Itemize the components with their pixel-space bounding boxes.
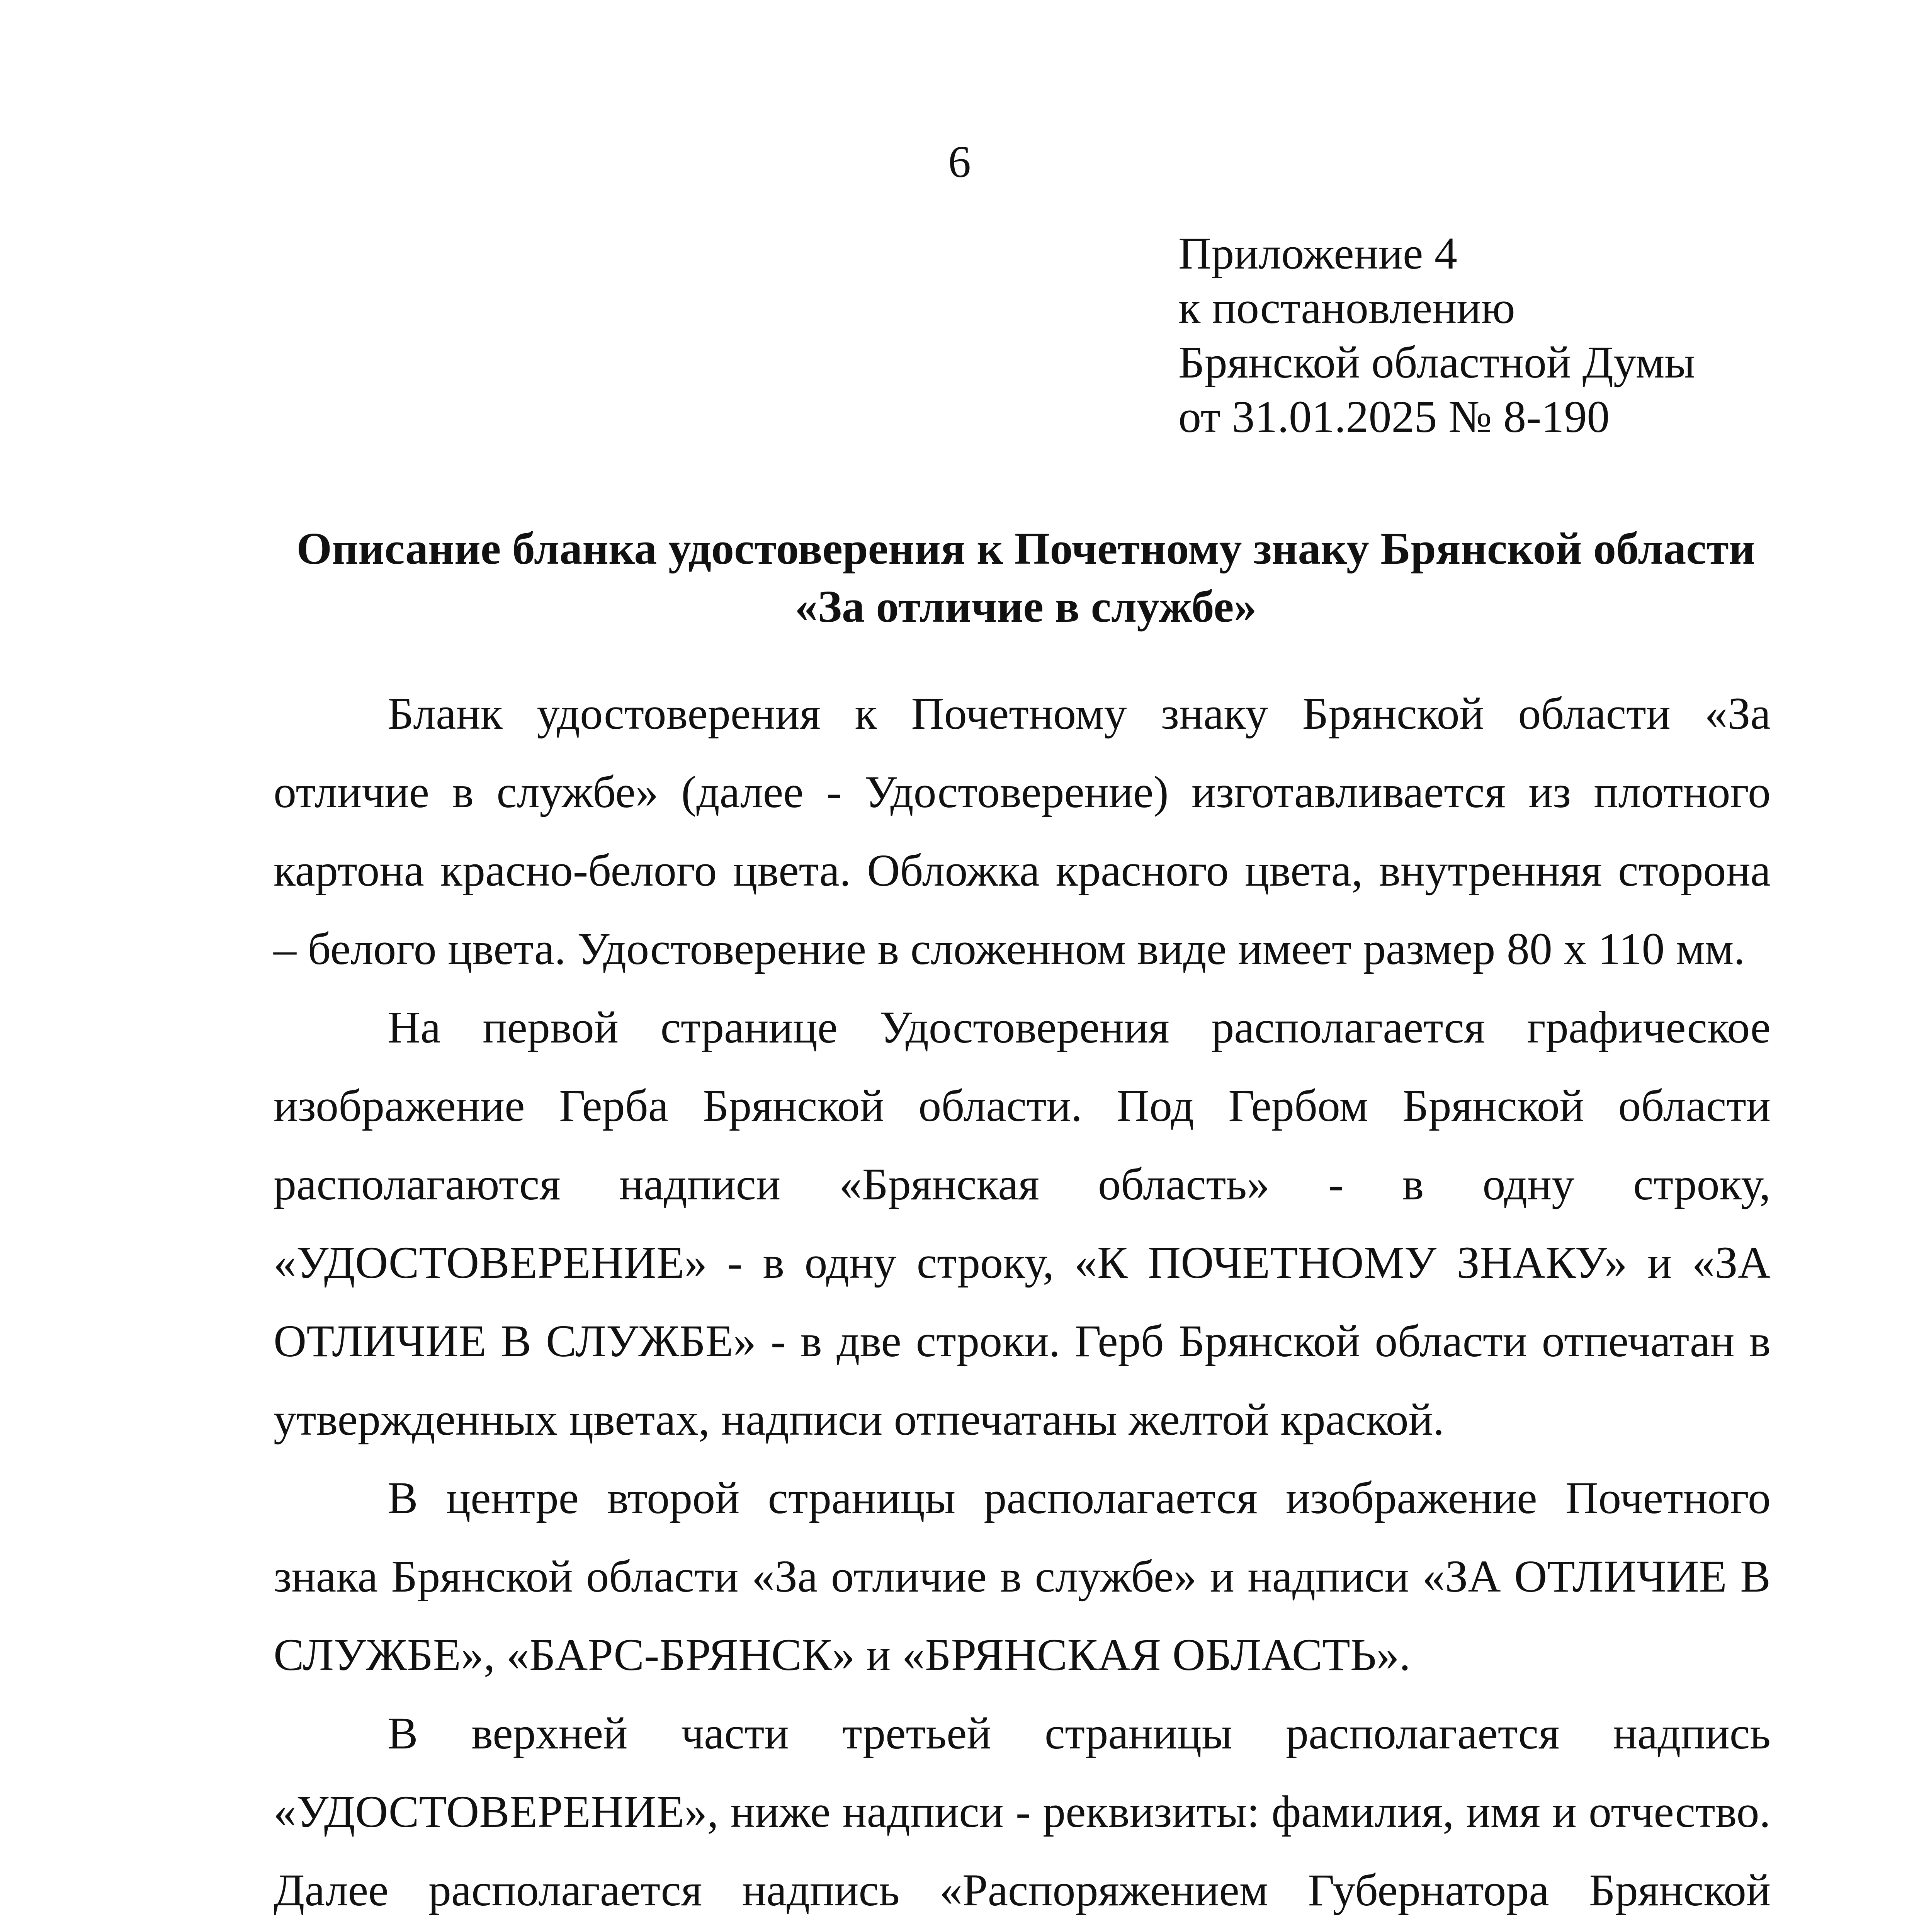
document-title-line-2: «За отличие в службе» [795, 581, 1257, 632]
document-body [274, 674, 1771, 1932]
annex-block [1178, 226, 1695, 444]
document-title-line-1: Описание бланка удостоверения к Почетному знаку Брянской области [296, 523, 1755, 574]
paragraph: Бланк удостоверения к Почетному знаку Брянской области «За отличие в службе» (далее - Удостоверение) изготавливается из плотного картона красно-белого цвета. Обложка красного цвета, внутренняя сторона – белого цвета. Удостоверение в сложенном виде имеет размер 80 х 110 мм. [274, 688, 1771, 974]
paragraph: На первой странице Удостоверения располагается графическое изображение Герба Брянской области. Под Гербом Брянской области располагаются надписи «Брянская область» - в одну строку, «УДОСТОВЕРЕНИЕ» - в одну строку, «К ПОЧЕТНОМУ ЗНАКУ» и «ЗА ОТЛИЧИЕ В СЛУЖБЕ» - в две строки. Герб Брянской области отпечатан в утвержденных цветах, надписи отпечатаны желтой краской. [274, 1002, 1771, 1445]
annex-reference: к постановлению [1178, 282, 1515, 333]
annex-label: Приложение 4 [1178, 228, 1457, 279]
paragraph: В верхней части третьей страницы располагается надпись «УДОСТОВЕРЕНИЕ», ниже надписи - реквизиты: фамилия, имя и отчество. Далее располагается надпись «Распоряжением Губернатора Брянской [274, 1708, 1771, 1915]
annex-date-number: от 31.01.2025 № 8-190 [1178, 391, 1610, 442]
annex-issuer: Брянской областной Думы [1178, 337, 1695, 388]
page-number: 6 [948, 136, 971, 187]
document-title [270, 520, 1781, 636]
paragraph: В центре второй страницы располагается изображение Почетного знака Брянской области «За отличие в службе» и надписи «ЗА ОТЛИЧИЕ В СЛУЖБЕ», «БАРС-БРЯНСК» и «БРЯНСКАЯ ОБЛАСТЬ». [274, 1473, 1771, 1680]
